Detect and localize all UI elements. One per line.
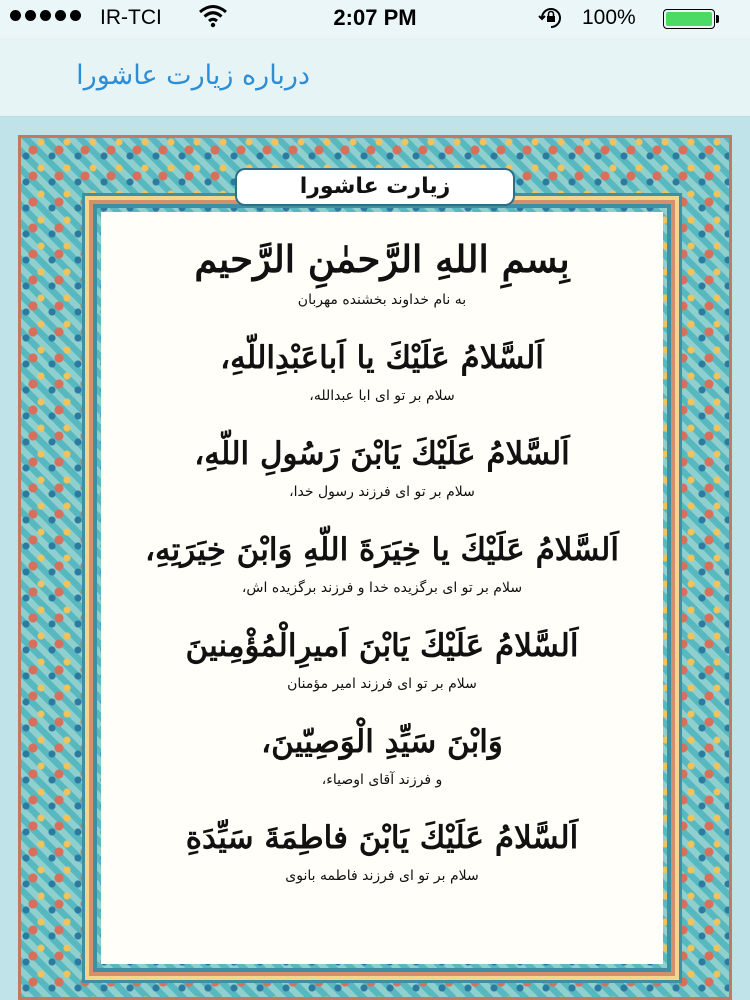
- arabic-line: بِسمِ اللهِ الرَّحمٰنِ الرَّحیم: [194, 237, 570, 281]
- clock: 2:07 PM: [333, 5, 417, 30]
- arabic-line: وَابْنَ سَیِّدِ الْوَصِیّینَ،: [261, 724, 503, 760]
- translation-line: سلام بر تو ای ابا عبدالله،: [309, 388, 455, 404]
- translation-line: سلام بر تو ای برگزیده خدا و فرزند برگزیده اش،: [241, 580, 523, 596]
- translation-line: و فرزند آقای اوصیاء،: [321, 772, 443, 788]
- status-bar: [0, 0, 750, 38]
- page-title: [235, 168, 515, 206]
- content-area: [0, 117, 750, 1000]
- prayer-text: [101, 234, 663, 886]
- rotation-lock-icon: [538, 6, 564, 36]
- ornamental-frame: [18, 135, 732, 1000]
- translation-line: به نام خداوند بخشنده مهربان: [297, 292, 467, 308]
- carrier-name: IR-TCI: [100, 6, 162, 29]
- text-page: [101, 212, 663, 964]
- translation-line: سلام بر تو ای فرزند فاطمه بانوی: [285, 868, 479, 884]
- translation-line: سلام بر تو ای فرزند امیر مؤمنان: [287, 676, 477, 692]
- about-ziarat-ashura-link[interactable]: درباره زیارت عاشورا: [76, 60, 310, 91]
- arabic-line: اَلسَّلامُ عَلَیْكَ یَابْنَ فاطِمَةَ سَیِّدَةِ: [185, 820, 579, 856]
- arabic-line: اَلسَّلامُ عَلَیْكَ یَابْنَ رَسُولِ اللّهِ،: [194, 436, 570, 472]
- battery-icon: [663, 9, 719, 31]
- arabic-line: اَلسَّلامُ عَلَیْكَ یَابْنَ اَمیرِالْمُؤْمِنینَ: [185, 628, 579, 664]
- battery-percentage: 100%: [582, 6, 636, 29]
- navigation-bar: [0, 38, 750, 117]
- page-title-text: زیارت عاشورا: [299, 174, 451, 199]
- arabic-line: اَلسَّلامُ عَلَیْكَ یا اَباعَبْدِاللّهِ،: [220, 340, 544, 376]
- frame-inner-border: [93, 204, 671, 972]
- arabic-line: اَلسَّلامُ عَلَیْكَ یا خِیَرَةَ اللّهِ وَابْنَ خِیَرَتِهِ،: [145, 532, 619, 568]
- translation-line: سلام بر تو ای فرزند رسول خدا،: [289, 484, 475, 500]
